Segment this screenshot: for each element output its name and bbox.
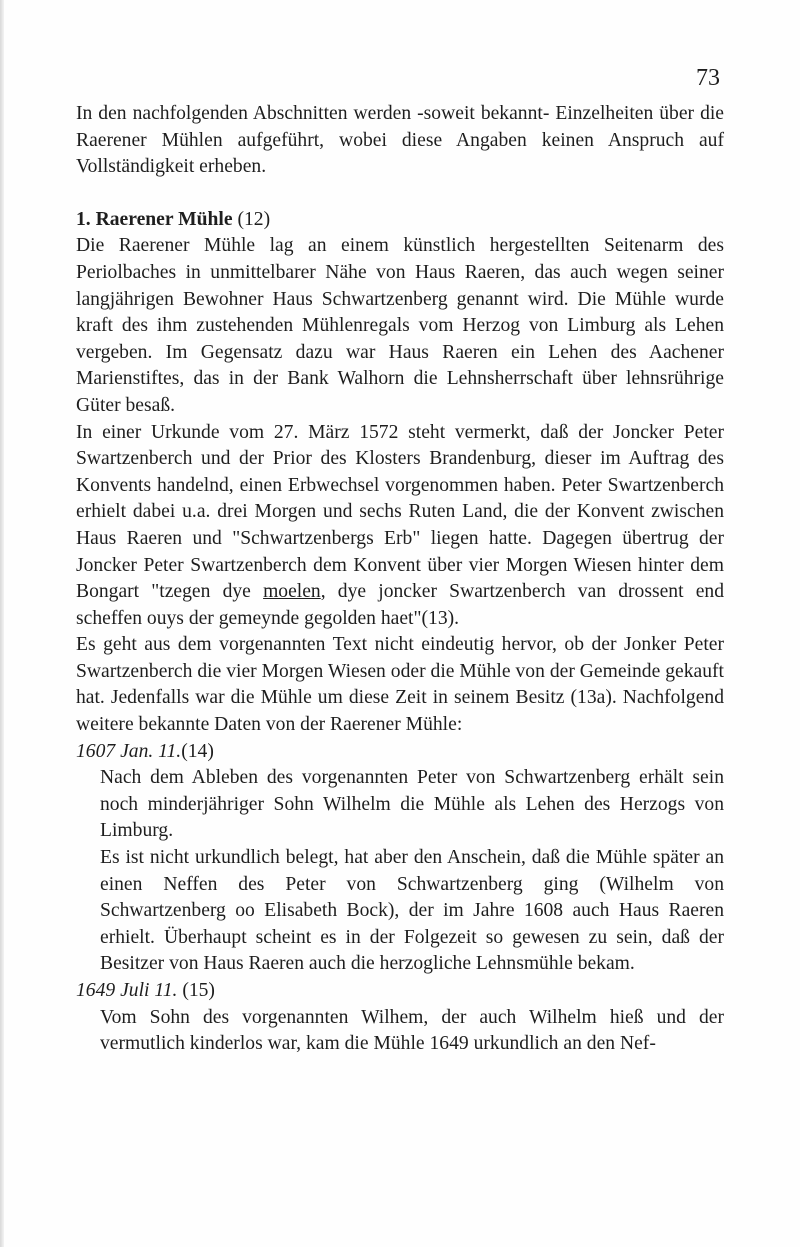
entry-1-paragraph-1: Nach dem Ableben des vorgenannten Peter von Schwartzenberg erhält sein noch minderjähriger Sohn Wilhelm die Mühle als Lehen des Herzogs von Limburg. <box>100 767 724 842</box>
paragraph-2-end: , dye joncker Swartzenberch van drossent end scheffen ouys der gemeynde gegolden haet"(13). <box>76 581 724 629</box>
entry-2-paragraph-1: Vom Sohn des vorgenannten Wilhem, der auch Wilhelm hieß und der vermutlich kinderlos war, kam die Mühle 1649 urkundlich an den Nef- <box>100 1006 724 1055</box>
section-heading-title: 1. Raerener Mühle <box>76 208 233 230</box>
page-number: 73 <box>696 65 720 91</box>
body-text <box>76 101 724 1058</box>
section-heading-ref: (12) <box>237 208 271 230</box>
paragraph-2 <box>76 420 724 633</box>
intro-paragraph: In den nachfolgenden Abschnitten werden -soweit bekannt- Einzelheiten über die Raerener Mühlen aufgeführt, wobei diese Angaben keinen Anspruch auf Vollständigkeit erheben. <box>76 103 724 178</box>
entry-1-date-text: 1607 Jan. 11. <box>76 740 182 762</box>
entry-2-date <box>76 978 724 1005</box>
entry-1-ref: (14) <box>181 740 214 762</box>
paragraph-3: Es geht aus dem vorgenannten Text nicht eindeutig hervor, ob der Jonker Peter Swartzenberch die vier Morgen Wiesen oder die Mühle von der Gemeinde gekauft hat. Jedenfalls war die Mühle um diese Zeit in seinem Besitz (13a). Nachfolgend weitere bekannte Daten von der Raerener Mühle: <box>76 634 724 736</box>
entry-2-ref: (15) <box>182 980 215 1001</box>
entry-1-paragraph-2: Es ist nicht urkundlich belegt, hat aber den Anschein, daß die Mühle später an einen Neffen des Peter von Schwartzenberg ging (Wilhelm von Schwartzenberg oo Elisabeth Bock), der im Jahre 1608 auch Haus Raeren erhielt. Überhaupt scheint es in der Folgezeit so gewesen zu sein, daß der Besitzer von Haus Raeren auch die herzogliche Lehnsmühle bekam. <box>100 847 724 975</box>
entry-2-date-text: 1649 Juli 11. <box>76 980 178 1001</box>
underlined-word: moelen <box>263 581 321 603</box>
page-spine-shadow <box>0 0 4 1247</box>
entry-1-date <box>76 739 724 766</box>
paragraph-2-start: In einer Urkunde vom 27. März 1572 steht vermerkt, daß der Joncker Peter Swartzenberch und der Prior des Klosters Brandenburg, dieser im Auftrag des Konvents handelnd, einen Erbwechsel vorgenommen haben. Peter Swartzenberch erhielt dabei u.a. drei Morgen und sechs Ruten Land, die der Konvent zwischen Haus Raeren und "Schwartzenbergs Erb" liegen hatte. Dagegen übertrug der Joncker Peter Swartzenberch dem Konvent über vier Morgen Wiesen hinter dem Bongart "tzegen dye <box>76 421 724 603</box>
paragraph-1: Die Raerener Mühle lag an einem künstlich hergestellten Seitenarm des Periolbaches in unmittelbarer Nähe von Haus Raeren, das auch wegen seiner langjährigen Bewohner Haus Schwartzenberg genannt wird. Die Mühle wurde kraft des ihm zustehenden Mühlenregals vom Herzog von Limburg als Lehen vergeben. Im Gegensatz dazu war Haus Raeren ein Lehen des Aachener Marienstiftes, das in der Bank Walhorn die Lehnsherrschaft über lehnsrührige Güter besaß. <box>76 235 724 416</box>
section-heading <box>76 207 724 234</box>
